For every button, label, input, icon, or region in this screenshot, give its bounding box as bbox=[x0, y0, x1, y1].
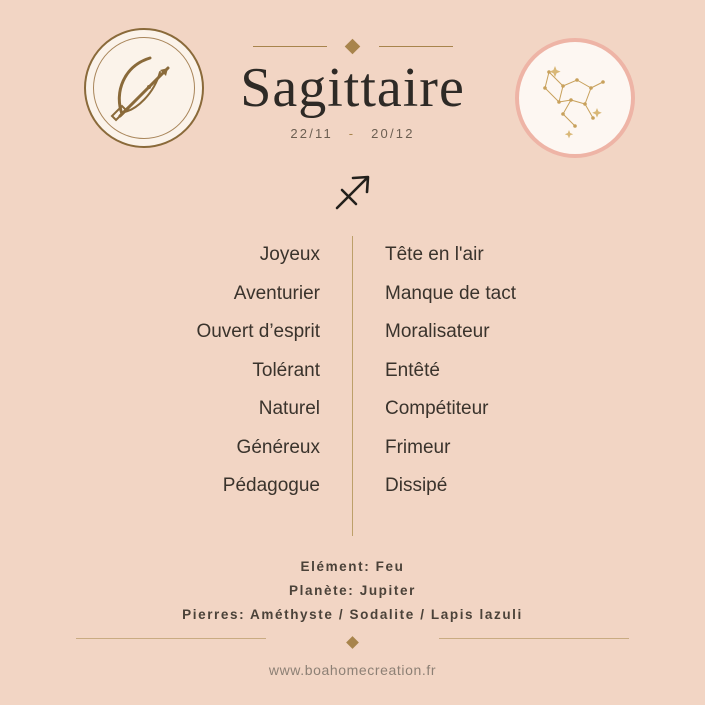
trait-item: Tête en l'air bbox=[385, 244, 484, 265]
diamond-divider-top bbox=[253, 38, 453, 54]
diamond-divider-bottom bbox=[0, 634, 705, 652]
diamond-shape bbox=[346, 636, 359, 649]
trait-item: Moralisateur bbox=[385, 321, 490, 342]
trait-item: Dissipé bbox=[385, 475, 448, 496]
trait-item: Tolérant bbox=[252, 359, 320, 381]
trait-item: Naturel bbox=[258, 398, 320, 419]
trait-item: Aventurier bbox=[233, 282, 320, 304]
title-block bbox=[0, 38, 705, 141]
date-range bbox=[0, 126, 705, 141]
sagittarius-glyph-icon bbox=[329, 168, 377, 216]
positive-traits-column bbox=[92, 236, 352, 536]
traits-section bbox=[0, 236, 705, 536]
negative-traits-column bbox=[353, 236, 613, 536]
zodiac-glyph bbox=[0, 168, 705, 221]
trait-item: Entêté bbox=[385, 359, 440, 381]
info-section bbox=[0, 555, 705, 627]
date-start: 22/11 bbox=[290, 126, 333, 142]
date-separator: - bbox=[348, 126, 356, 142]
trait-item: Généreux bbox=[236, 436, 320, 458]
trait-item: Ouvert d’esprit bbox=[196, 321, 320, 342]
date-end: 20/12 bbox=[371, 126, 415, 142]
page-title: Sagittaire bbox=[240, 57, 465, 119]
stones-line: Pierres: Améthyste / Sodalite / Lapis lazuli bbox=[182, 607, 523, 622]
planet-line: Planète: Jupiter bbox=[289, 583, 416, 598]
trait-item: Manque de tact bbox=[385, 282, 516, 304]
trait-item: Frimeur bbox=[385, 436, 451, 458]
element-line: Elément: Feu bbox=[300, 559, 405, 574]
website-url[interactable]: www.boahomecreation.fr bbox=[268, 662, 437, 678]
trait-item: Compétiteur bbox=[385, 398, 489, 419]
trait-item: Joyeux bbox=[259, 244, 320, 265]
trait-item: Pédagogue bbox=[222, 475, 320, 496]
